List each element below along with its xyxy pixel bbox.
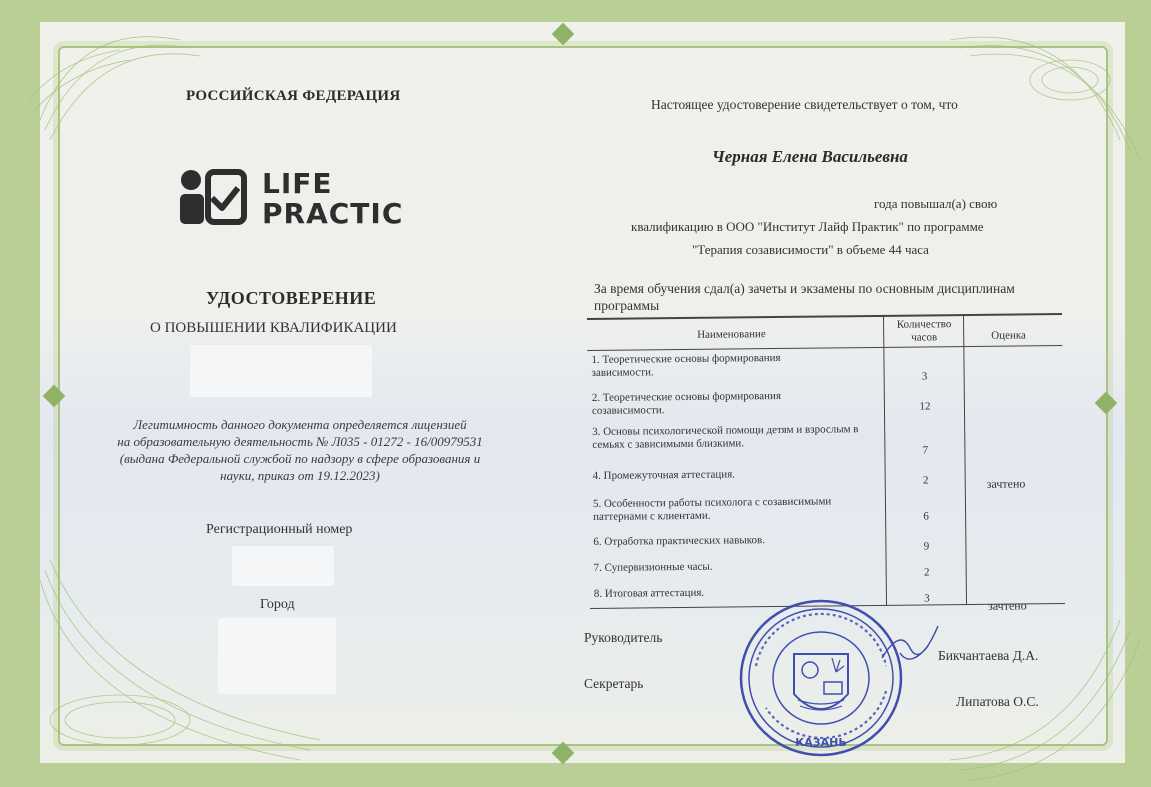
disciplines-table [587,313,1065,613]
person-checkbox-logo-icon [178,166,248,228]
country-heading: РОССИЙСКАЯ ФЕДЕРАЦИЯ [186,88,401,104]
table-col-divider-2 [963,314,967,605]
stamp-city-text: КАЗАНЬ [795,736,847,749]
table-row-2-name: 2. Теоретические основы формирования созависимости. [591,389,782,417]
table-header-grade: Оценка [991,329,1026,342]
table-grade-mid: зачтено [986,476,1026,491]
document-subtitle: О ПОВЫШЕНИИ КВАЛИФИКАЦИИ [150,320,397,336]
table-col-divider-1 [883,315,887,606]
intro-text: Настоящее удостоверение свидетельствует о том, что [651,97,958,112]
legitimacy-line-2: на образовательную деятельность № Л035 - 01272 - 16/00979531 [117,434,483,449]
table-row-8-hours: 3 [924,592,930,605]
table-row-2-hours: 12 [919,400,931,413]
legitimacy-line-1: Легитимность данного документа определяется лицензией [133,417,467,432]
table-row-7-name: 7. Супервизионные часы. [593,560,713,574]
qualification-line-2: квалификацию в ООО "Институт Лайф Практик" по программе [631,219,984,234]
table-header-border [587,345,1062,351]
table-row-4-hours: 2 [922,474,929,487]
legitimacy-note [80,416,520,484]
table-row-5-hours: 6 [923,510,929,523]
city-label: Город [260,597,295,612]
document-title: УДОСТОВЕРЕНИЕ [206,288,377,308]
table-row-3-name: 3. Основы психологической помощи детям и взрослым в семьях с зависимыми близкими. [592,423,859,451]
table-row-8-name: 8. Итоговая аттестация. [593,586,705,600]
table-row-6-name: 6. Отработка практических навыков. [593,534,766,548]
logo-text-line2: PRACTIC [262,197,404,230]
official-stamp-seal [736,596,906,760]
table-row-7-hours: 2 [923,566,930,579]
table-header-hours: Количество часов [896,318,952,344]
table-row-1-hours: 3 [921,370,928,383]
qualification-line-3: "Терапия созависимости" в объеме 44 часа [692,242,929,257]
table-row-4-name: 4. Промежуточная аттестация. [592,468,736,482]
head-label: Руководитель [584,630,663,645]
exams-text: За время обучения сдал(а) зачеты и экзамены по основным дисциплинам программы [594,281,1015,313]
logo-text-line1: LIFE [262,167,333,200]
recipient-name: Черная Елена Васильевна [712,147,908,166]
table-row-5-name: 5. Особенности работы психолога с созависимыми паттернами с клиентами. [592,495,832,523]
table-grade-final: зачтено [987,598,1027,613]
redacted-registration-number [232,546,334,586]
redacted-number [190,345,372,397]
legitimacy-line-4: науки, приказ от 19.12.2023) [220,468,380,483]
redacted-city [218,618,336,694]
registration-number-label: Регистрационный номер [206,522,353,537]
secretary-label: Секретарь [584,676,644,691]
head-name: Бикчантаева Д.А. [938,648,1039,663]
table-row-3-hours: 7 [922,444,929,457]
table-row-6-hours: 9 [923,540,930,553]
secretary-name: Липатова О.С. [956,694,1039,709]
table-row-1-name: 1. Теоретические основы формирования зависимости. [591,351,781,379]
legitimacy-line-3: (выдана Федеральной службой по надзору в сфере образования и [119,451,481,466]
table-header-name: Наименование [697,328,766,341]
qualification-line-1: года повышал(а) свою [874,196,998,211]
